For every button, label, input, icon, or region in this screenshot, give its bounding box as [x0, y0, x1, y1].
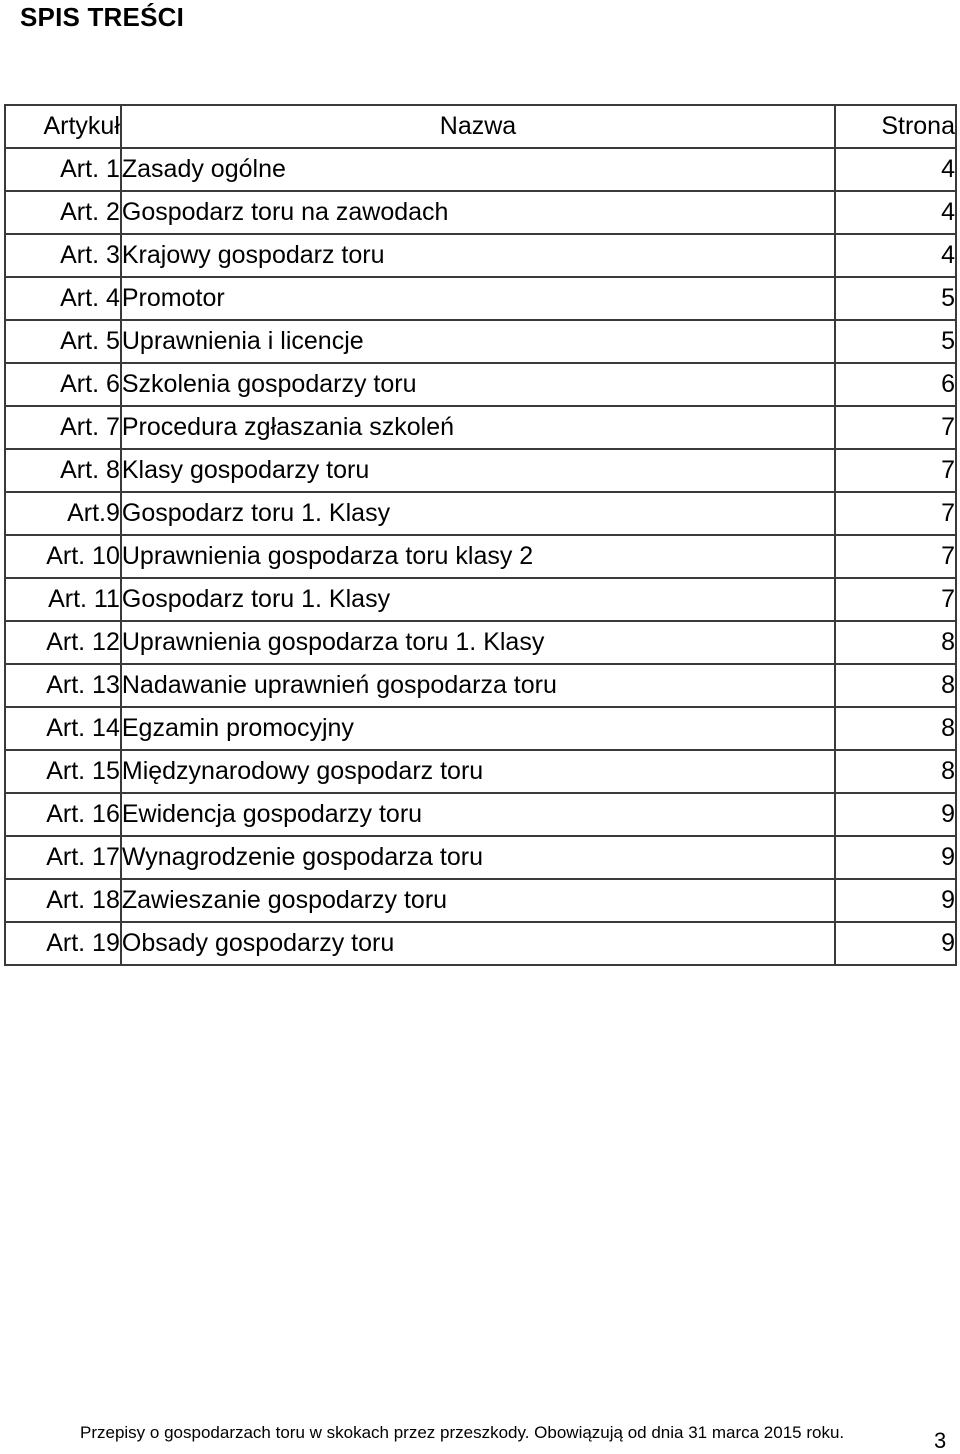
- footer-text: Przepisy o gospodarzach toru w skokach przez przeszkody. Obowiązują od dnia 31 marca 2015 roku.: [80, 1423, 845, 1442]
- name-cell: Wynagrodzenie gospodarza toru: [121, 836, 835, 879]
- table-row: [5, 535, 956, 578]
- name-cell: Krajowy gospodarz toru: [121, 234, 835, 277]
- article-cell: Art. 3: [5, 234, 121, 277]
- article-cell: Art. 19: [5, 922, 121, 965]
- table-body: [5, 148, 956, 965]
- name-cell: Gospodarz toru na zawodach: [121, 191, 835, 234]
- table-row: [5, 492, 956, 535]
- article-cell: Art. 18: [5, 879, 121, 922]
- name-cell: Obsady gospodarzy toru: [121, 922, 835, 965]
- article-cell: Art. 7: [5, 406, 121, 449]
- page-cell: 5: [835, 320, 956, 363]
- page-cell: 4: [835, 148, 956, 191]
- page-cell: 9: [835, 793, 956, 836]
- page-cell: 7: [835, 449, 956, 492]
- article-cell: Art. 5: [5, 320, 121, 363]
- article-cell: Art. 10: [5, 535, 121, 578]
- name-cell: Uprawnienia gospodarza toru klasy 2: [121, 535, 835, 578]
- article-cell: Art. 4: [5, 277, 121, 320]
- name-cell: Nadawanie uprawnień gospodarza toru: [121, 664, 835, 707]
- table-row: [5, 148, 956, 191]
- header-article: Artykuł: [5, 105, 121, 148]
- article-cell: Art. 6: [5, 363, 121, 406]
- table-row: [5, 793, 956, 836]
- article-cell: Art. 16: [5, 793, 121, 836]
- page-cell: 4: [835, 191, 956, 234]
- table-row: [5, 449, 956, 492]
- page-cell: 5: [835, 277, 956, 320]
- article-cell: Art. 14: [5, 707, 121, 750]
- page-cell: 8: [835, 621, 956, 664]
- table-row: [5, 191, 956, 234]
- article-cell: Art. 13: [5, 664, 121, 707]
- page-cell: 9: [835, 922, 956, 965]
- name-cell: Gospodarz toru 1. Klasy: [121, 578, 835, 621]
- name-cell: Promotor: [121, 277, 835, 320]
- table-row: [5, 707, 956, 750]
- article-cell: Art. 12: [5, 621, 121, 664]
- table-row: [5, 320, 956, 363]
- page-cell: 8: [835, 664, 956, 707]
- table-row: [5, 277, 956, 320]
- table-row: [5, 234, 956, 277]
- table-row: [5, 922, 956, 965]
- article-cell: Art. 1: [5, 148, 121, 191]
- table-of-contents: [4, 104, 957, 966]
- table-row: [5, 836, 956, 879]
- name-cell: Uprawnienia i licencje: [121, 320, 835, 363]
- name-cell: Szkolenia gospodarzy toru: [121, 363, 835, 406]
- table-row: [5, 750, 956, 793]
- page-cell: 8: [835, 707, 956, 750]
- table-row: [5, 406, 956, 449]
- page-cell: 7: [835, 578, 956, 621]
- article-cell: Art. 2: [5, 191, 121, 234]
- name-cell: Procedura zgłaszania szkoleń: [121, 406, 835, 449]
- page-cell: 9: [835, 836, 956, 879]
- page-cell: 9: [835, 879, 956, 922]
- page-cell: 4: [835, 234, 956, 277]
- name-cell: Uprawnienia gospodarza toru 1. Klasy: [121, 621, 835, 664]
- page-number: 3: [934, 1428, 947, 1453]
- header-name: Nazwa: [121, 105, 835, 148]
- article-cell: Art. 15: [5, 750, 121, 793]
- table-row: [5, 363, 956, 406]
- page-cell: 7: [835, 406, 956, 449]
- table-row: [5, 621, 956, 664]
- name-cell: Klasy gospodarzy toru: [121, 449, 835, 492]
- name-cell: Zasady ogólne: [121, 148, 835, 191]
- name-cell: Międzynarodowy gospodarz toru: [121, 750, 835, 793]
- article-cell: Art. 11: [5, 578, 121, 621]
- page-cell: 7: [835, 535, 956, 578]
- page-cell: 6: [835, 363, 956, 406]
- table-row: [5, 578, 956, 621]
- table-row: [5, 879, 956, 922]
- header-page: Strona: [835, 105, 956, 148]
- page-title: SPIS TREŚCI: [20, 2, 185, 32]
- name-cell: Gospodarz toru 1. Klasy: [121, 492, 835, 535]
- page-cell: 7: [835, 492, 956, 535]
- article-cell: Art. 8: [5, 449, 121, 492]
- name-cell: Zawieszanie gospodarzy toru: [121, 879, 835, 922]
- name-cell: Ewidencja gospodarzy toru: [121, 793, 835, 836]
- page-cell: 8: [835, 750, 956, 793]
- table-header-row: [5, 105, 956, 148]
- table-row: [5, 664, 956, 707]
- article-cell: Art.9: [5, 492, 121, 535]
- article-cell: Art. 17: [5, 836, 121, 879]
- name-cell: Egzamin promocyjny: [121, 707, 835, 750]
